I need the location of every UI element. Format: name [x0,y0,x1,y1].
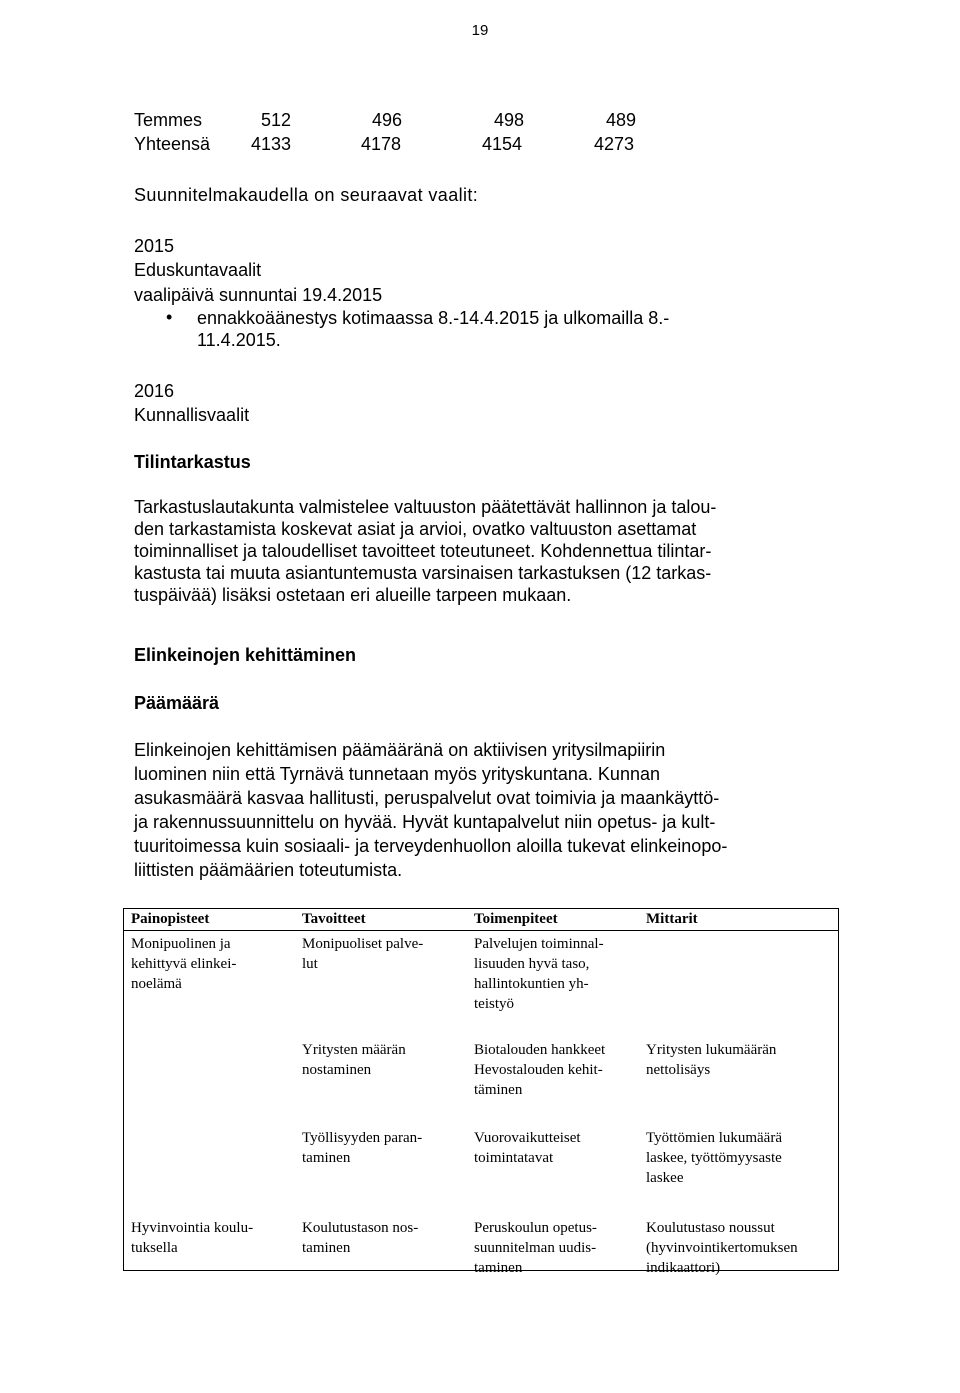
table-cell-metric [638,1111,839,1188]
table-header-row [123,908,839,931]
table-cell-line: Biotalouden hankkeet [474,1041,606,1058]
audit-paragraph [134,496,829,606]
advance-voting-line: 11.4.2015. [197,330,281,350]
table-cell-line: kehittyvä elinkei- [131,956,237,972]
table-cell-line: laskee, työttömyysaste [646,1149,782,1166]
table-cell-action [466,931,638,1031]
table-cell-line: nostaminen [302,1061,372,1078]
table-cell-metric [638,931,839,1031]
votes-value: 4273 [594,134,635,154]
election-name-municipal: Kunnallisvaalit [134,405,250,425]
votes-value: 4133 [251,134,292,154]
table-cell-line: teistyö [474,996,514,1012]
col-header-metrics: Mittarit [638,908,839,931]
table-cell-focus [123,1111,294,1188]
votes-value: 496 [372,110,403,130]
table-cell-line: laskee [646,1169,684,1186]
table-cell-goal [294,1111,466,1188]
table-cell-line: Vuorovaikutteiset [474,1129,581,1146]
business-paragraph [134,739,829,881]
table-cell-line: indikaattori) [646,1259,721,1276]
votes-label: Yhteensä [134,134,211,154]
table-cell-line: toimintatavat [474,1149,554,1166]
table-cell-line: (hyvinvointikertomuksen [646,1239,798,1256]
audit-line: den tarkastamista koskevat asiat ja arvioi, ovatko valtuuston asettamat [134,519,697,539]
audit-line: kastusta tai muuta asiantuntemusta varsinaisen tarkastuksen (12 tarkas- [134,563,712,583]
table-cell-line: Työllisyyden paran- [302,1129,423,1146]
election-day: vaalipäivä sunnuntai 19.4.2015 [134,285,383,305]
table-row [123,1031,839,1111]
table-cell-line: taminen [474,1259,523,1276]
table-cell-line: täminen [474,1081,523,1098]
table-cell-line: Työttömien lukumäärä [646,1129,782,1146]
table-cell-line: noelämä [131,976,182,992]
table-cell-goal [294,1031,466,1111]
table-cell-metric [638,1031,839,1111]
business-line: luominen niin että Tyrnävä tunnetaan myös yrityskuntana. Kunnan [134,764,660,784]
table-row [123,1111,839,1188]
election-name-parliament: Eduskuntavaalit [134,260,262,280]
table-cell-goal [294,1188,466,1288]
table-cell-line: Yritysten määrän [302,1041,406,1058]
table-cell-line: Koulutustaso noussut [646,1219,775,1236]
table-cell-line: Monipuoliset palve- [302,936,424,952]
election-year-2015: 2015 [134,236,175,256]
table-cell-line: nettolisäys [646,1061,711,1078]
business-line: tuuritoimessa kuin sosiaali- ja terveydenhuollon aloilla tukevat elinkeinopo- [134,836,728,856]
table-cell-line: lut [302,956,318,972]
votes-value: 489 [606,110,637,130]
goal-subheading: Päämäärä [134,693,220,713]
table-cell-line: Hyvinvointia koulu- [131,1219,254,1236]
votes-value: 512 [261,110,292,130]
votes-value: 4178 [361,134,402,154]
table-cell-line: Monipuolinen ja [131,936,231,952]
audit-heading: Tilintarkastus [134,452,251,472]
table-cell-line: taminen [302,1239,351,1256]
table-cell-action [466,1111,638,1188]
col-header-focus: Painopisteet [123,908,294,931]
advance-voting-text [197,307,837,351]
elections-heading: Suunnitelmakaudella on seuraavat vaalit: [134,185,479,205]
business-line: asukasmäärä kasvaa hallitusti, peruspalvelut ovat toimivia ja maankäyttö- [134,788,720,808]
table-cell-action [466,1188,638,1288]
table-cell-focus [123,931,294,1031]
table-cell-line: lisuuden hyvä taso, [474,956,590,972]
page-number: 19 [471,22,489,39]
table-cell-metric [638,1188,839,1288]
votes-value: 4154 [482,134,523,154]
table-cell-line: tuksella [131,1239,178,1256]
audit-line: toiminnalliset ja taloudelliset tavoitteet toteutuneet. Kohdennettua tilintar- [134,541,712,561]
votes-label: Temmes [134,110,203,130]
table-cell-focus [123,1188,294,1288]
table-cell-line: Yritysten lukumäärän [646,1041,777,1058]
table-row [123,931,839,1031]
business-line: Elinkeinojen kehittämisen päämääränä on aktiivisen yritysilmapiirin [134,740,666,760]
advance-voting-line: ennakkoäänestys kotimaassa 8.-14.4.2015 ja ulkomailla 8.- [197,308,670,328]
table-cell-focus [123,1031,294,1111]
table-cell-goal [294,931,466,1031]
table-cell-line: Peruskoulun opetus- [474,1219,597,1236]
table-row [123,1188,839,1288]
table-cell-line: Hevostalouden kehit- [474,1061,603,1078]
votes-value: 498 [494,110,525,130]
table-cell-line: Koulutustason nos- [302,1219,419,1236]
table-cell-line: taminen [302,1149,351,1166]
business-line: ja rakennussuunnittelu on hyvää. Hyvät kuntapalvelut niin opetus- ja kult- [134,812,716,832]
goals-table [123,908,839,1288]
table-cell-line: hallintokuntien yh- [474,976,589,992]
col-header-goals: Tavoitteet [294,908,466,931]
election-year-2016: 2016 [134,381,175,401]
audit-line: tuspäivää) lisäksi ostetaan eri alueille tarpeen mukaan. [134,585,572,605]
table-cell-line: Palvelujen toiminnal- [474,936,604,952]
business-line: liittisten päämäärien toteutumista. [134,860,403,880]
table-cell-line: suunnitelman uudis- [474,1239,597,1256]
audit-line: Tarkastuslautakunta valmistelee valtuuston päätettävät hallinnon ja talou- [134,497,717,517]
business-heading: Elinkeinojen kehittäminen [134,645,357,665]
table-cell-action [466,1031,638,1111]
bullet-icon: • [166,307,173,327]
col-header-actions: Toimenpiteet [466,908,638,931]
